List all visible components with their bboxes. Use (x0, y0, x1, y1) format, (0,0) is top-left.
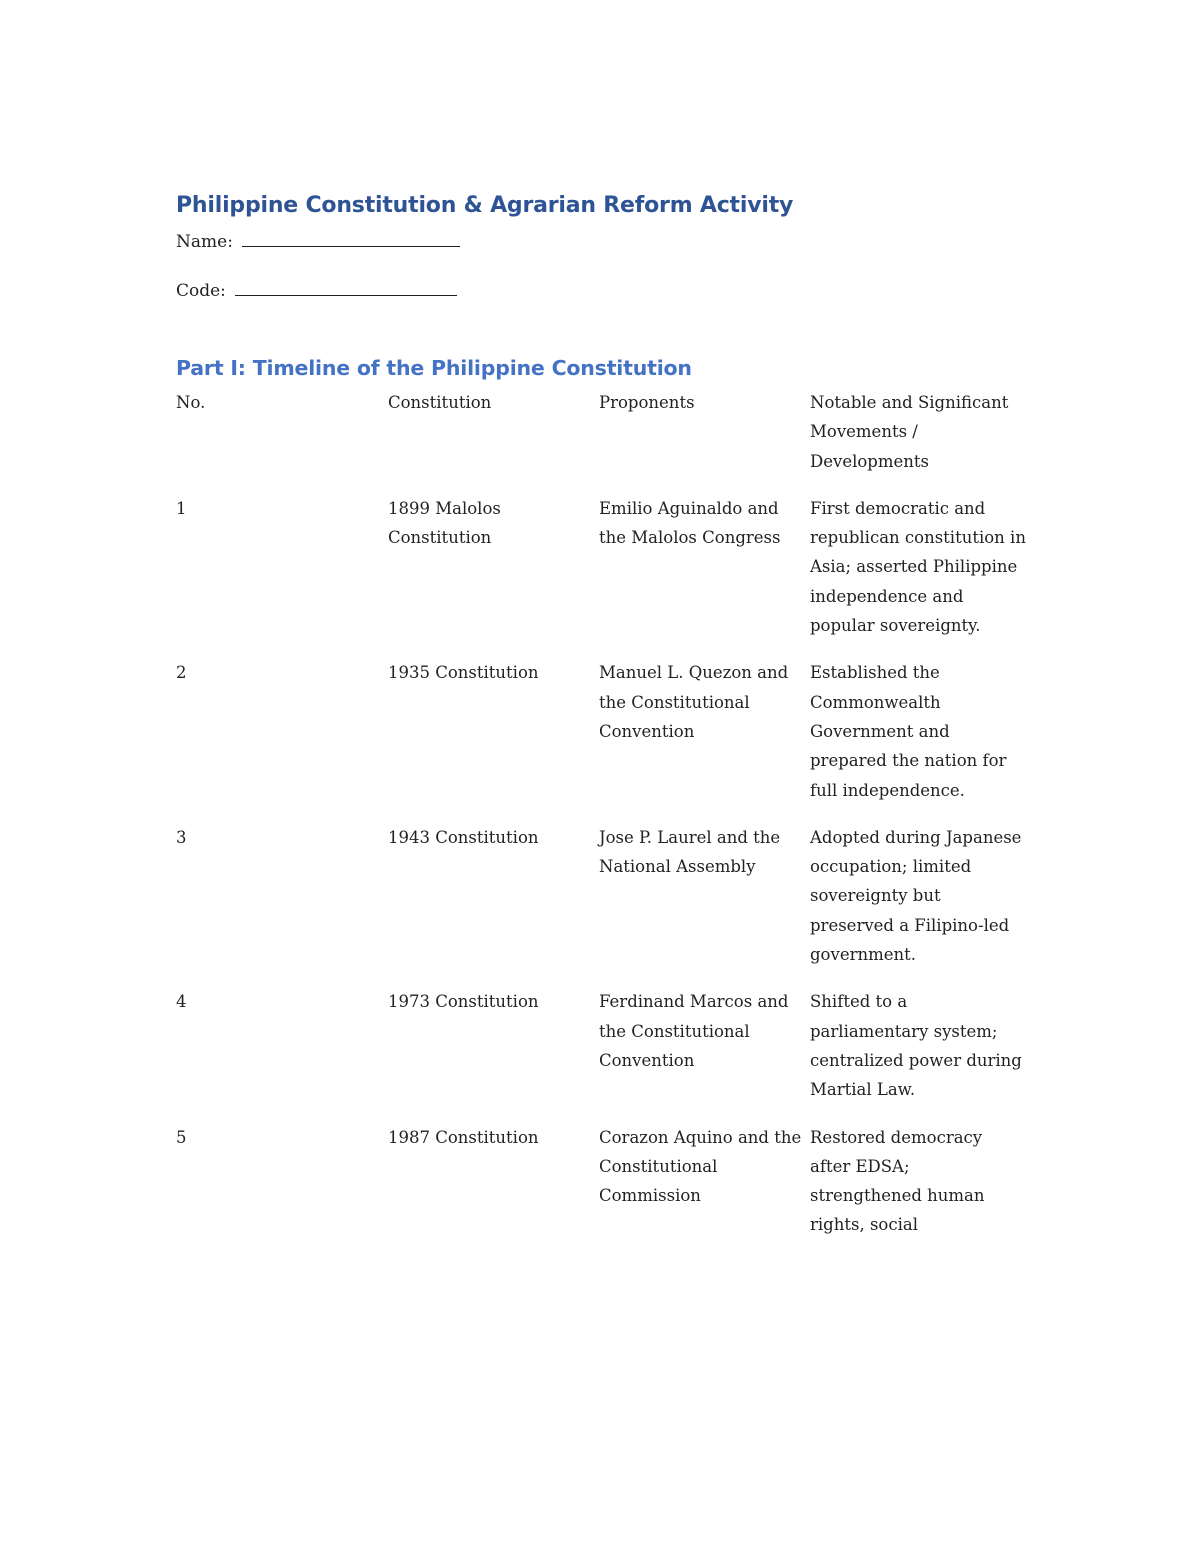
table-row (176, 823, 1026, 987)
row-constitution: 1899 Malolos Constitution (388, 498, 501, 548)
table-row (176, 494, 1026, 658)
row-notes: Established the Commonwealth Government and prepared the nation for full independence. (810, 663, 1007, 800)
row-no: 1 (176, 498, 187, 518)
document-title: Philippine Constitution & Agrarian Reform Activity (176, 193, 794, 218)
name-field (176, 228, 1026, 256)
row-proponents: Emilio Aguinaldo and the Malolos Congress (599, 498, 781, 548)
name-label: Name: (176, 232, 233, 252)
header-proponents: Proponents (599, 393, 695, 412)
row-proponents: Manuel L. Quezon and the Constitutional Convention (599, 663, 789, 741)
code-blank-line[interactable] (235, 277, 457, 296)
table-row (176, 987, 1026, 1122)
row-no: 5 (176, 1127, 187, 1147)
table-row (176, 1123, 1026, 1258)
row-notes: Adopted during Japanese occupation; limited sovereignty but preserved a Filipino-led government. (810, 827, 1022, 965)
row-proponents: Ferdinand Marcos and the Constitutional Convention (599, 992, 789, 1070)
table-header-row (176, 388, 1026, 494)
row-constitution: 1973 Constitution (388, 992, 539, 1012)
row-no: 4 (176, 992, 187, 1012)
row-notes: Restored democracy after EDSA; strengthened human rights, social (810, 1127, 985, 1235)
code-label: Code: (176, 281, 226, 301)
document-page (176, 190, 1026, 1235)
row-proponents: Corazon Aquino and the Constitutional Commission (599, 1127, 802, 1206)
row-notes: First democratic and republican constitution in Asia; asserted Philippine independence and popular sovereignty. (810, 498, 1026, 636)
row-constitution: 1935 Constitution (388, 663, 539, 683)
code-field (176, 277, 1026, 305)
header-notes: Notable and Significant Movements / Developments (810, 393, 1009, 471)
row-proponents: Jose P. Laurel and the National Assembly (599, 827, 781, 877)
part1-heading: Part I: Timeline of the Philippine Constitution (176, 356, 692, 380)
header-no: No. (176, 393, 206, 412)
row-constitution: 1943 Constitution (388, 827, 539, 847)
table-row (176, 658, 1026, 822)
row-no: 3 (176, 827, 187, 847)
row-no: 2 (176, 663, 187, 683)
constitution-timeline-table (176, 388, 1026, 1258)
row-constitution: 1987 Constitution (388, 1127, 539, 1147)
row-notes: Shifted to a parliamentary system; centralized power during Martial Law. (810, 992, 1022, 1100)
header-constitution: Constitution (388, 393, 492, 412)
name-blank-line[interactable] (242, 228, 460, 247)
